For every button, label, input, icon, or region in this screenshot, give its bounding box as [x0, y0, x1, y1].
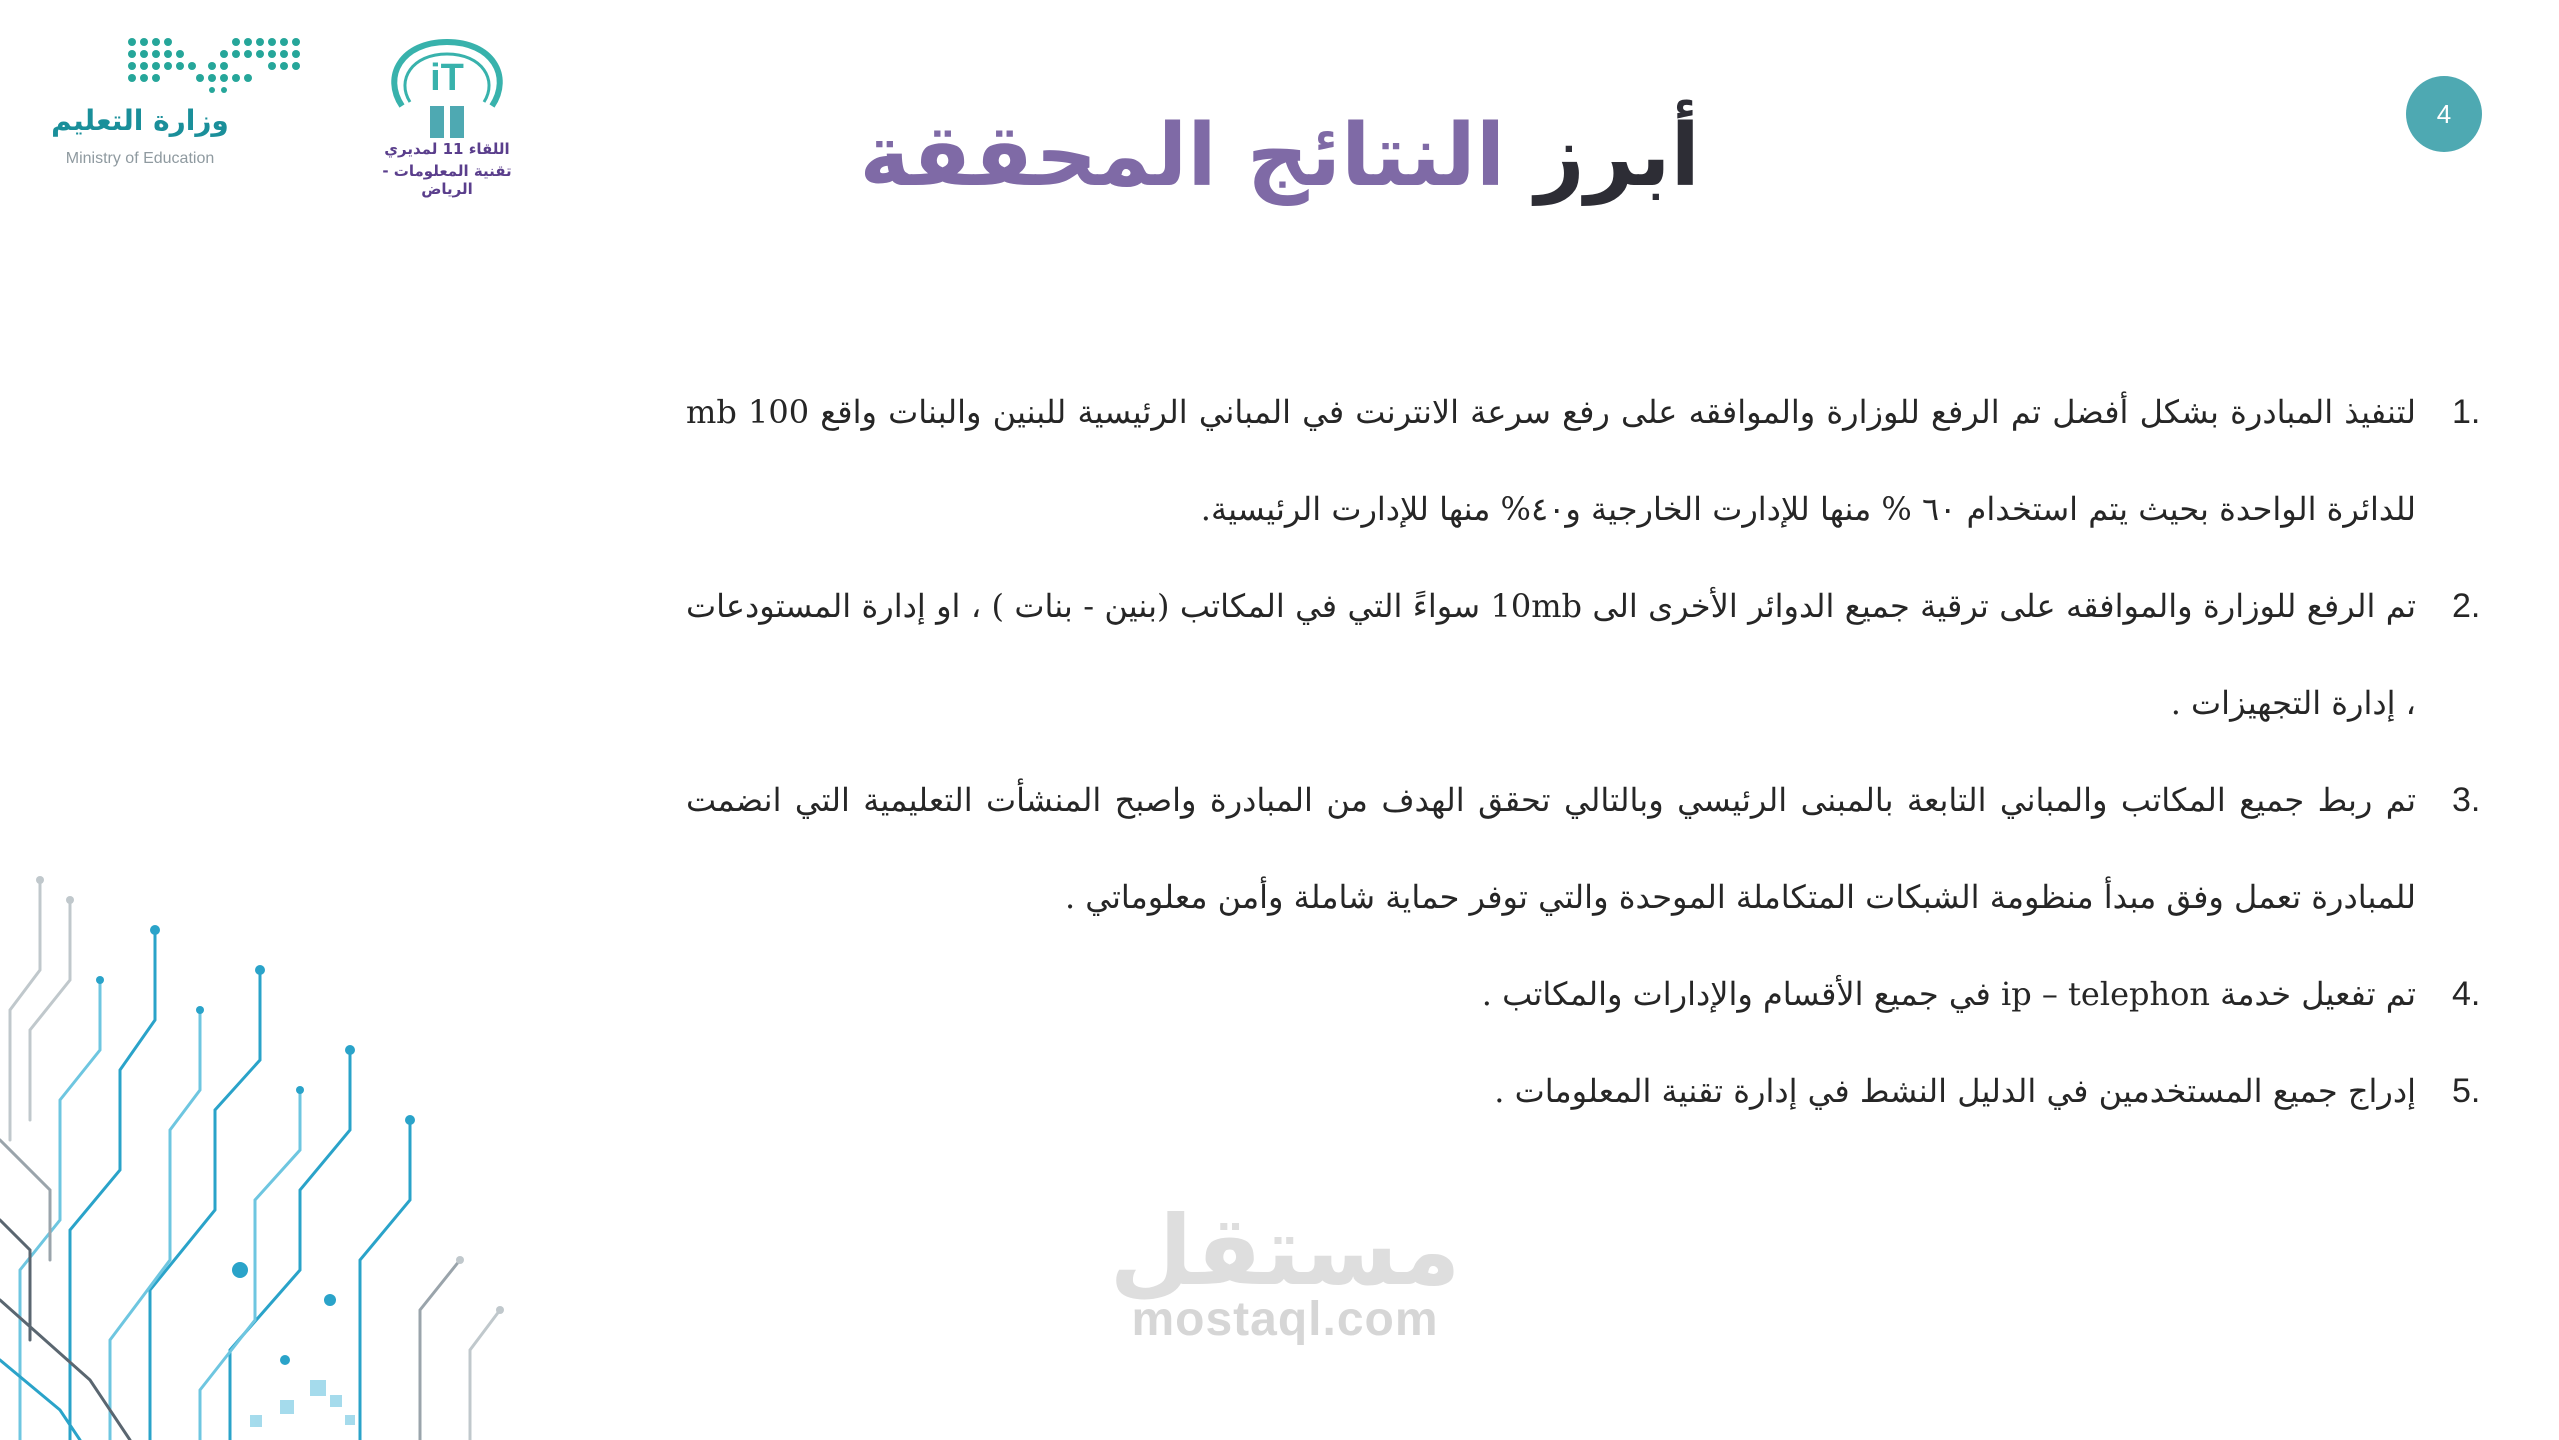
list-item	[686, 558, 2481, 752]
results-list	[686, 364, 2481, 1140]
title-part-purple: النتائج المحققة	[859, 106, 1506, 206]
it-logo-line2: تقنية المعلومات - الرياض	[382, 162, 512, 198]
list-item	[686, 752, 2481, 946]
list-item-text: تم الرفع للوزارة والموافقه على ترقية جميع الدوائر الأخرى الى 10mb سواءً التي في المكاتب (بنين - بنات ) ، او إدارة المستودعات ، إدارة التجهيزات .	[686, 587, 2417, 722]
it-meeting-logo	[362, 36, 532, 196]
moe-english-name: Ministry of Education	[65, 150, 215, 167]
list-item-number: 2.	[2452, 587, 2481, 625]
list-item-number: 4.	[2452, 975, 2481, 1013]
list-item-number: 5.	[2452, 1072, 2481, 1110]
it-logo-line1: اللقاء 11 لمديري	[384, 140, 510, 158]
slide-title	[859, 86, 1700, 226]
ministry-of-education-logo	[40, 36, 320, 186]
list-item-text: تم تفعيل خدمة ip – telephon في جميع الأقسام والإدارات والمكاتب .	[1481, 975, 2416, 1013]
title-part-dark: أبرز	[1535, 106, 1700, 206]
list-item-number: 1.	[2452, 393, 2481, 431]
moe-dots-icon	[126, 36, 306, 96]
watermark-arabic: مستقل	[1109, 1195, 1461, 1307]
list-item-text: لتنفيذ المبادرة بشكل أفضل تم الرفع للوزارة والموافقه على رفع سرعة الانترنت في المباني الرئيسية للبنين والبنات واقع 100 mb للدائرة الواحدة بحيث يتم استخدام ٦٠ % منها للإدارت الخارجية و٤٠% منها للإدارت الرئيسية.	[686, 393, 2417, 528]
list-item	[686, 946, 2481, 1043]
circuit-decoration-icon	[0, 840, 580, 1440]
list-item-text: تم ربط جميع المكاتب والمباني التابعة بالمبنى الرئيسي وبالتالي تحقق الهدف من المبادرة واصبح المنشأت التعليمية التي انضمت للمبادرة تعمل وفق مبدأ منظومة الشبكات المتكاملة الموحدة والتي توفر حماية شاملة وأمن معلوماتي .	[686, 781, 2416, 916]
list-item	[686, 364, 2481, 558]
list-item-number: 3.	[2452, 781, 2481, 819]
page-number-badge: 4	[2406, 76, 2482, 152]
list-item	[686, 1043, 2481, 1140]
moe-arabic-name: وزارة التعليم	[51, 104, 229, 137]
it-emblem-icon	[362, 36, 532, 146]
list-item-text: إدراج جميع المستخدمين في الدليل النشط في إدارة تقنية المعلومات .	[1494, 1072, 2416, 1110]
watermark-url: mostaql.com	[1131, 1293, 1439, 1346]
svg-text:iT: iT	[430, 57, 464, 99]
